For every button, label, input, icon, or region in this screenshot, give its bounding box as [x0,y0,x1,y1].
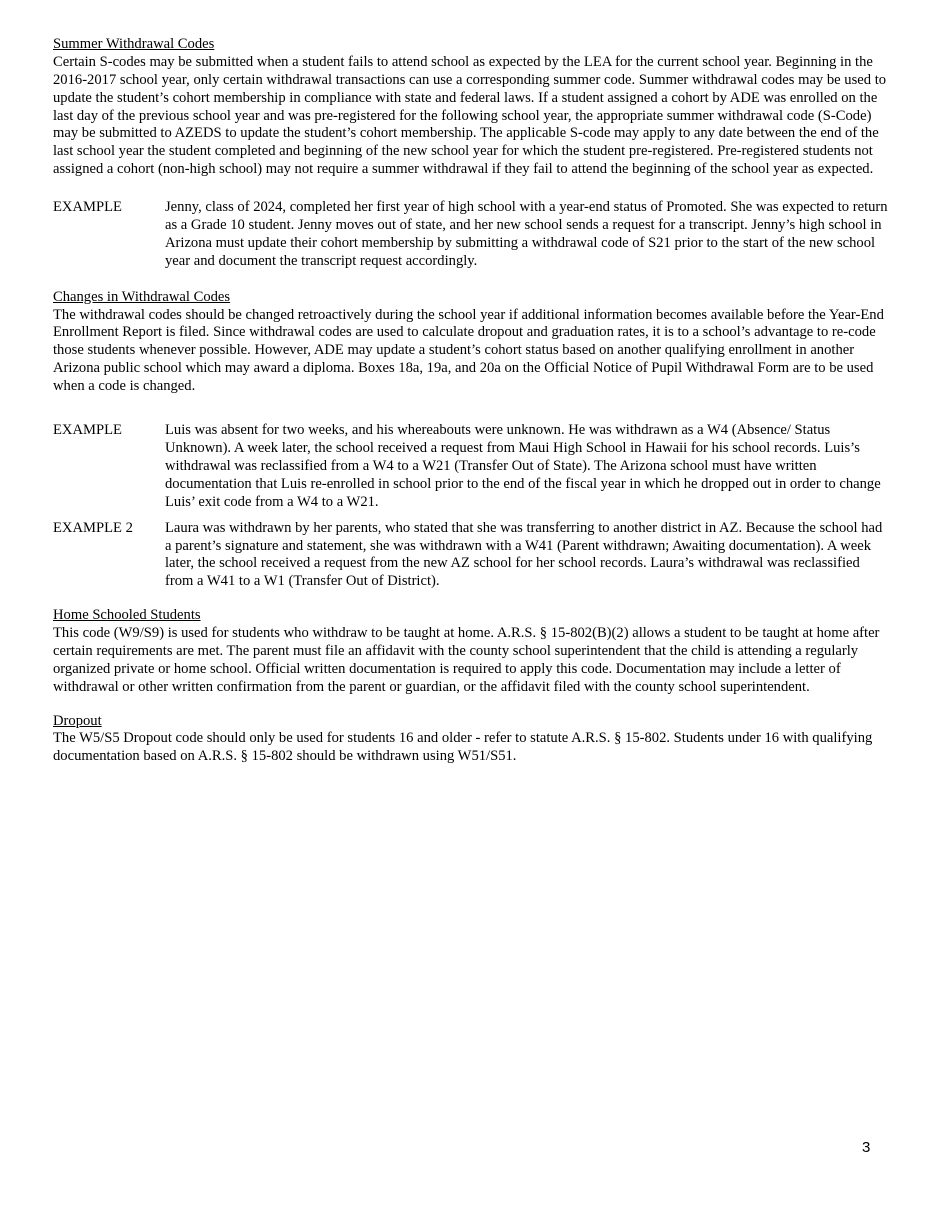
example-text: Luis was absent for two weeks, and his whereabouts were unknown. He was withdrawn as a W4 (Absence/ Status Unknown). A week later, the school received a request from Maui High School in Hawaii for his school records. Luis’s withdrawal was reclassified from a W4 to a W21 (Transfer Out of State). The Arizona school must have written documentation that Luis re-enrolled in school prior to the end of the fiscal year in which he dropped out in order to change Luis’ exit code from a W4 to a W21. [165,422,881,510]
dropout-heading: Dropout [53,712,102,729]
example-label: EXAMPLE [53,422,122,439]
home-schooled-paragraph: This code (W9/S9) is used for students who withdraw to be taught at home. A.R.S. § 15-802(B)(2) allows a student to be taught at home after certain requirements are met. The parent must file an affidavit with the county school superintendent that the child is attending a regularly organized private or home school. Official written documentation is required to apply this code. Documentation may include a letter of withdrawal or other written confirmation from the parent or guardian, or the affidavit filed with the county school superintendent. [53,625,880,695]
changes-example-1 [53,422,889,512]
example-text: Jenny, class of 2024, completed her first year of high school with a year-end status of Promoted. She was expected to return as a Grade 10 student. Jenny moves out of state, and her new school sends a request for a transcript. Jenny’s high school in Arizona must update their cohort membership by submitting a withdrawal code of S21 prior to the start of the new school year and document the transcript request accordingly. [165,199,888,269]
changes-example-2 [53,520,889,592]
summer-example [53,199,889,271]
changes-withdrawal-heading: Changes in Withdrawal Codes [53,288,231,305]
document-page [53,36,889,766]
summer-withdrawal-heading: Summer Withdrawal Codes [53,36,215,52]
page-number: 3 [862,1139,871,1156]
summer-withdrawal-paragraph: Certain S-codes may be submitted when a student fails to attend school as expected by the LEA for the current school year. Beginning in the 2016-2017 school year, only certain withdrawal transactions can use a corresponding summer code. Summer withdrawal codes may be used to update the student’s cohort membership in compliance with state and federal laws. If a student assigned a cohort by ADE was enrolled on the last day of the previous school year and was pre-registered for the following school year, the appropriate summer withdrawal code (S-Code) may be submitted to AZEDS to update the student’s cohort membership. The applicable S-code may apply to any date between the end of the last school year the student completed and beginning of the new school year for which the student pre-registered. Pre-registered students not assigned a cohort (non-high school) may not require a summer withdrawal if they fail to attend the beginning of the school year as expected. [53,53,887,178]
changes-withdrawal-paragraph: The withdrawal codes should be changed retroactively during the school year if additional information becomes available before the Year-End Enrollment Report is filed. Since withdrawal codes are used to calculate dropout and graduation rates, it is to a school’s advantage to re-code those students whenever possible. However, ADE may update a student’s cohort status based on another qualifying enrollment in another Arizona public school which may award a diploma. Boxes 18a, 19a, and 20a on the Official Notice of Pupil Withdrawal Form are to be used when a code is changed. [53,306,884,395]
example-label: EXAMPLE 2 [53,519,133,536]
example-label: EXAMPLE [53,199,122,216]
home-schooled-heading: Home Schooled Students [53,607,201,624]
example-text: Laura was withdrawn by her parents, who stated that she was transferring to another district in AZ. Because the school had a parent’s signature and statement, she was withdrawn with a W41 (Parent withdrawn; Awaiting documentation). A week later, the school received a request from the new AZ school for her school records. Laura’s withdrawal was reclassified from a W41 to a W1 (Transfer Out of District). [165,519,883,590]
dropout-paragraph: The W5/S5 Dropout code should only be used for students 16 and older - refer to statute A.R.S. § 15-802. Students under 16 with qualifying documentation based on A.R.S. § 15-802 should be withdrawn using W51/S51. [53,730,873,765]
